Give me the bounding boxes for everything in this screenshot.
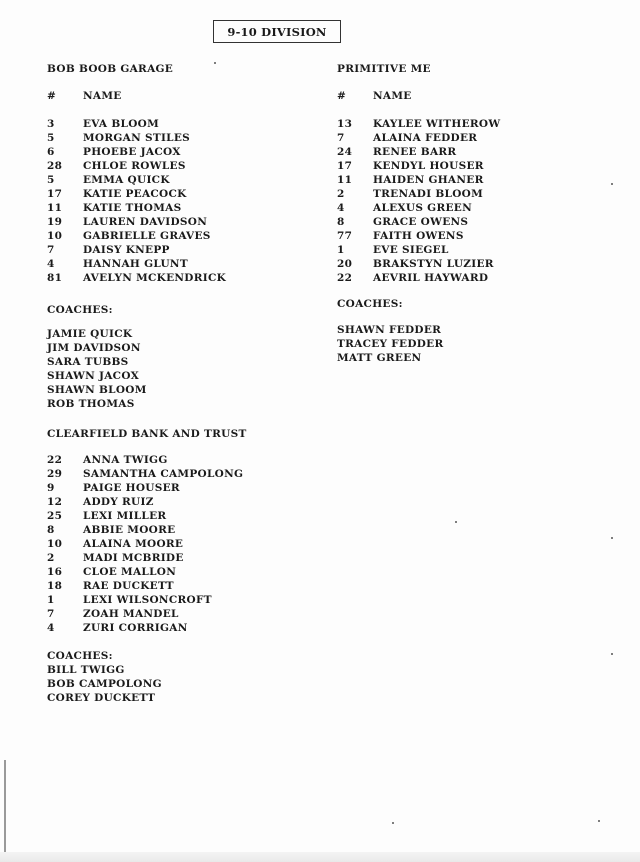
- player-name: SAMANTHA CAMPOLONG: [83, 468, 244, 480]
- team-roster: [47, 62, 327, 411]
- team-name: PRIMITIVE ME: [337, 63, 431, 75]
- player-row: [47, 173, 327, 187]
- coach-list: [47, 327, 327, 411]
- coaches-heading: COACHES:: [47, 650, 113, 662]
- coach-name: SARA TUBBS: [47, 356, 129, 368]
- player-number: 11: [337, 174, 353, 186]
- player-name: RENEE BARR: [373, 146, 457, 158]
- player-name: ZURI CORRIGAN: [83, 622, 188, 634]
- coach-name: SHAWN JACOX: [47, 370, 140, 382]
- player-name: GABRIELLE GRAVES: [83, 230, 211, 242]
- player-name: PAIGE HOUSER: [83, 482, 180, 494]
- player-name: KATIE THOMAS: [83, 202, 182, 214]
- player-row: [47, 551, 347, 565]
- scan-speck: [611, 653, 613, 655]
- scan-speck: [598, 820, 600, 822]
- player-number: 10: [47, 538, 63, 550]
- player-number: 9: [47, 482, 55, 494]
- player-number: 6: [47, 146, 55, 158]
- division-title: 9-10 DIVISION: [213, 20, 341, 43]
- player-number: 22: [337, 272, 353, 284]
- scan-speck: [392, 822, 394, 824]
- player-row: [47, 131, 327, 145]
- player-name: KENDYL HOUSER: [373, 160, 484, 172]
- player-name: ADDY RUIZ: [83, 496, 154, 508]
- player-number: 8: [337, 216, 345, 228]
- coach-list: [47, 663, 347, 705]
- coach-name: MATT GREEN: [337, 352, 422, 364]
- coach-name: SHAWN BLOOM: [47, 384, 147, 396]
- player-row: [47, 593, 347, 607]
- player-number: 17: [47, 188, 63, 200]
- player-name: LEXI MILLER: [83, 510, 167, 522]
- player-number: 4: [47, 622, 55, 634]
- player-row: [47, 145, 327, 159]
- player-number: 11: [47, 202, 63, 214]
- player-name: EVE SIEGEL: [373, 244, 449, 256]
- player-name: LAUREN DAVIDSON: [83, 216, 208, 228]
- scan-speck: [611, 537, 613, 539]
- player-number: 8: [47, 524, 55, 536]
- player-row: [337, 257, 627, 271]
- player-row: [337, 215, 627, 229]
- coach-list: [337, 323, 627, 365]
- player-row: [337, 145, 627, 159]
- player-number: 3: [47, 118, 55, 130]
- coach-name: SHAWN FEDDER: [337, 324, 442, 336]
- player-name: HANNAH GLUNT: [83, 258, 188, 270]
- player-name: ALAINA FEDDER: [373, 132, 478, 144]
- player-number: 13: [337, 118, 353, 130]
- player-row: [47, 565, 347, 579]
- player-list: [337, 117, 627, 285]
- player-row: [47, 495, 347, 509]
- team-name: CLEARFIELD BANK AND TRUST: [47, 428, 247, 440]
- roster-header: [337, 89, 627, 103]
- player-row: [47, 509, 347, 523]
- player-row: [337, 117, 627, 131]
- player-row: [47, 187, 327, 201]
- player-row: [47, 215, 327, 229]
- player-row: [337, 131, 627, 145]
- player-name: EVA BLOOM: [83, 118, 160, 130]
- roster-header: [47, 89, 327, 103]
- player-name: PHOEBE JACOX: [83, 146, 181, 158]
- player-name: AEVRIL HAYWARD: [373, 272, 489, 284]
- player-number: 16: [47, 566, 63, 578]
- coaches-heading: COACHES:: [47, 304, 113, 316]
- player-name: FAITH OWENS: [373, 230, 464, 242]
- player-row: [47, 523, 347, 537]
- player-number: 17: [337, 160, 353, 172]
- player-number: 1: [337, 244, 345, 256]
- player-name: LEXI WILSONCROFT: [83, 594, 212, 606]
- player-name: KAYLEE WITHEROW: [373, 118, 501, 130]
- coach-name: BOB CAMPOLONG: [47, 678, 162, 690]
- player-row: [47, 607, 347, 621]
- number-column-header: #: [337, 90, 347, 102]
- player-name: ANNA TWIGG: [83, 454, 168, 466]
- player-number: 4: [337, 202, 345, 214]
- name-column-header: NAME: [83, 90, 122, 102]
- player-row: [47, 243, 327, 257]
- player-name: BRAKSTYN LUZIER: [373, 258, 494, 270]
- player-name: GRACE OWENS: [373, 216, 469, 228]
- coach-name: BILL TWIGG: [47, 664, 125, 676]
- player-row: [47, 453, 347, 467]
- name-column-header: NAME: [373, 90, 412, 102]
- player-name: RAE DUCKETT: [83, 580, 174, 592]
- team-roster: [47, 427, 347, 705]
- player-row: [337, 201, 627, 215]
- player-number: 10: [47, 230, 63, 242]
- player-number: 7: [337, 132, 345, 144]
- number-column-header: #: [47, 90, 57, 102]
- player-name: KATIE PEACOCK: [83, 188, 187, 200]
- player-row: [47, 271, 327, 285]
- team-roster: [337, 62, 627, 365]
- player-row: [337, 187, 627, 201]
- player-number: 20: [337, 258, 353, 270]
- coach-name: TRACEY FEDDER: [337, 338, 444, 350]
- player-number: 7: [47, 608, 55, 620]
- coach-name: JIM DAVIDSON: [47, 342, 141, 354]
- player-name: ALAINA MOORE: [83, 538, 184, 550]
- player-number: 19: [47, 216, 63, 228]
- player-number: 77: [337, 230, 353, 242]
- player-name: TRENADI BLOOM: [373, 188, 484, 200]
- player-number: 1: [47, 594, 55, 606]
- player-row: [47, 159, 327, 173]
- player-row: [47, 537, 347, 551]
- player-number: 22: [47, 454, 63, 466]
- player-number: 25: [47, 510, 63, 522]
- player-number: 29: [47, 468, 63, 480]
- player-row: [337, 229, 627, 243]
- player-row: [47, 257, 327, 271]
- player-row: [47, 621, 347, 635]
- player-name: EMMA QUICK: [83, 174, 170, 186]
- player-number: 2: [47, 552, 55, 564]
- player-name: CLOE MALLON: [83, 566, 177, 578]
- player-list: [47, 117, 327, 285]
- player-name: AVELYN MCKENDRICK: [83, 272, 227, 284]
- player-name: ALEXUS GREEN: [373, 202, 472, 214]
- player-number: 5: [47, 132, 55, 144]
- player-row: [47, 229, 327, 243]
- player-name: DAISY KNEPP: [83, 244, 170, 256]
- player-number: 4: [47, 258, 55, 270]
- scan-edge-mark: [4, 760, 6, 855]
- player-name: MORGAN STILES: [83, 132, 191, 144]
- player-row: [47, 579, 347, 593]
- player-row: [337, 159, 627, 173]
- player-number: 12: [47, 496, 63, 508]
- player-number: 28: [47, 160, 63, 172]
- player-number: 7: [47, 244, 55, 256]
- scan-bottom-shadow: [0, 852, 640, 862]
- coach-name: ROB THOMAS: [47, 398, 135, 410]
- player-number: 18: [47, 580, 63, 592]
- player-number: 24: [337, 146, 353, 158]
- player-row: [337, 243, 627, 257]
- player-row: [337, 271, 627, 285]
- player-name: MADI MCBRIDE: [83, 552, 184, 564]
- coach-name: COREY DUCKETT: [47, 692, 156, 704]
- player-number: 81: [47, 272, 63, 284]
- player-number: 2: [337, 188, 345, 200]
- coach-name: JAMIE QUICK: [47, 328, 133, 340]
- player-name: CHLOE ROWLES: [83, 160, 186, 172]
- player-row: [47, 467, 347, 481]
- player-name: HAIDEN GHANER: [373, 174, 484, 186]
- player-row: [47, 117, 327, 131]
- player-row: [47, 481, 347, 495]
- coaches-heading: COACHES:: [337, 298, 403, 310]
- player-number: 5: [47, 174, 55, 186]
- player-list: [47, 453, 347, 635]
- player-row: [337, 173, 627, 187]
- player-name: ABBIE MOORE: [83, 524, 176, 536]
- player-row: [47, 201, 327, 215]
- scan-speck: [455, 521, 457, 523]
- player-name: ZOAH MANDEL: [83, 608, 179, 620]
- team-name: BOB BOOB GARAGE: [47, 63, 174, 75]
